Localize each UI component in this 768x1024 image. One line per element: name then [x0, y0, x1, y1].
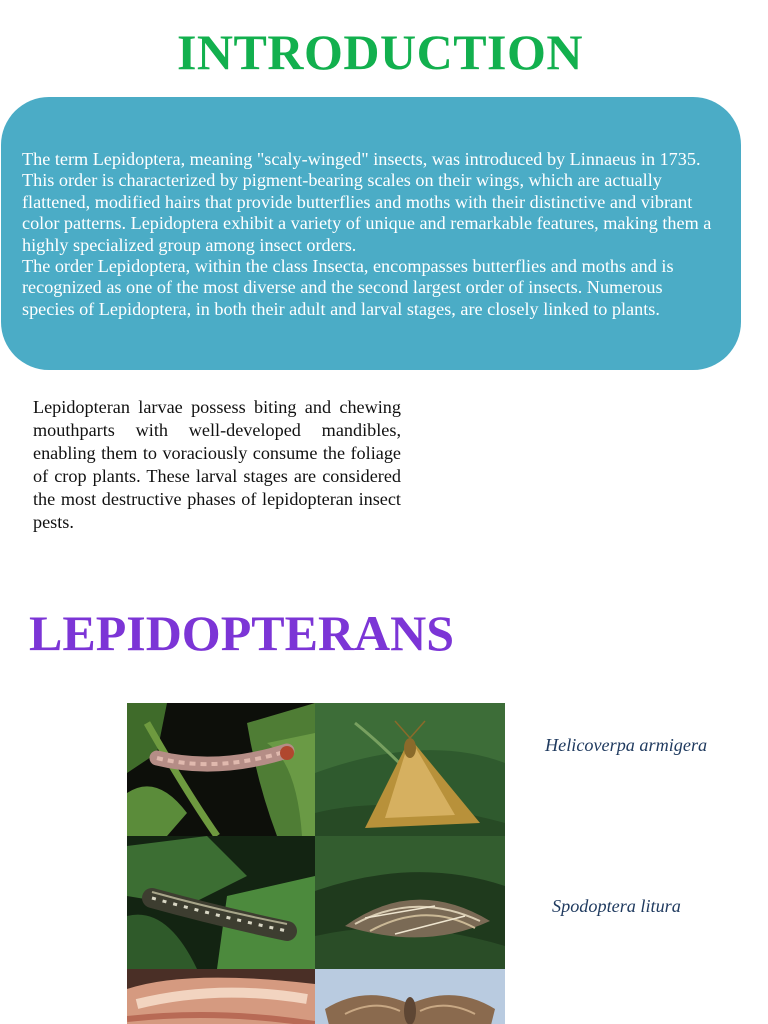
- introduction-box: [1, 97, 741, 370]
- helicoverpa-larva-photo: [127, 703, 315, 836]
- intro-paragraph-2: The order Lepidoptera, within the class Insecta, encompasses butterflies and moths and is recognized as one of the most diverse and the second largest order of insects. Numerous species of Lepidoptera, in both their adult and larval stages, are closely linked to plants.: [22, 256, 674, 319]
- introduction-heading: INTRODUCTION: [176, 24, 584, 80]
- intro-paragraph-1: The term Lepidoptera, meaning "scaly-winged" insects, was introduced by Linnaeus in 1735. This order is characterized by pigment-bearing scales on their wings, which are actually flattened, modified hairs that provide butterflies and moths with their distinctive and vibrant color patterns. Lepidoptera exhibit a variety of unique and remarkable features, making them a highly specialized group among insect orders.: [22, 149, 712, 255]
- helicoverpa-adult-photo: [315, 703, 505, 836]
- spodoptera-larva-photo: [127, 836, 315, 969]
- third-species-larva-photo: [127, 969, 315, 1024]
- spodoptera-adult-photo: [315, 836, 505, 969]
- lepidopterans-heading: LEPIDOPTERANS: [29, 605, 455, 661]
- species-photo-grid: [127, 703, 505, 1024]
- species-label-helicoverpa: Helicoverpa armigera: [545, 735, 708, 755]
- species-label-spodoptera: Spodoptera litura: [552, 896, 681, 916]
- larvae-paragraph: Lepidopteran larvae possess biting and chewing mouthparts with well-developed mandibles, enabling them to voraciously consume the foliage of crop plants. These larval stages are considered the most destructive phases of lepidopteran insect pests.: [33, 397, 401, 532]
- third-species-adult-photo: [315, 969, 505, 1024]
